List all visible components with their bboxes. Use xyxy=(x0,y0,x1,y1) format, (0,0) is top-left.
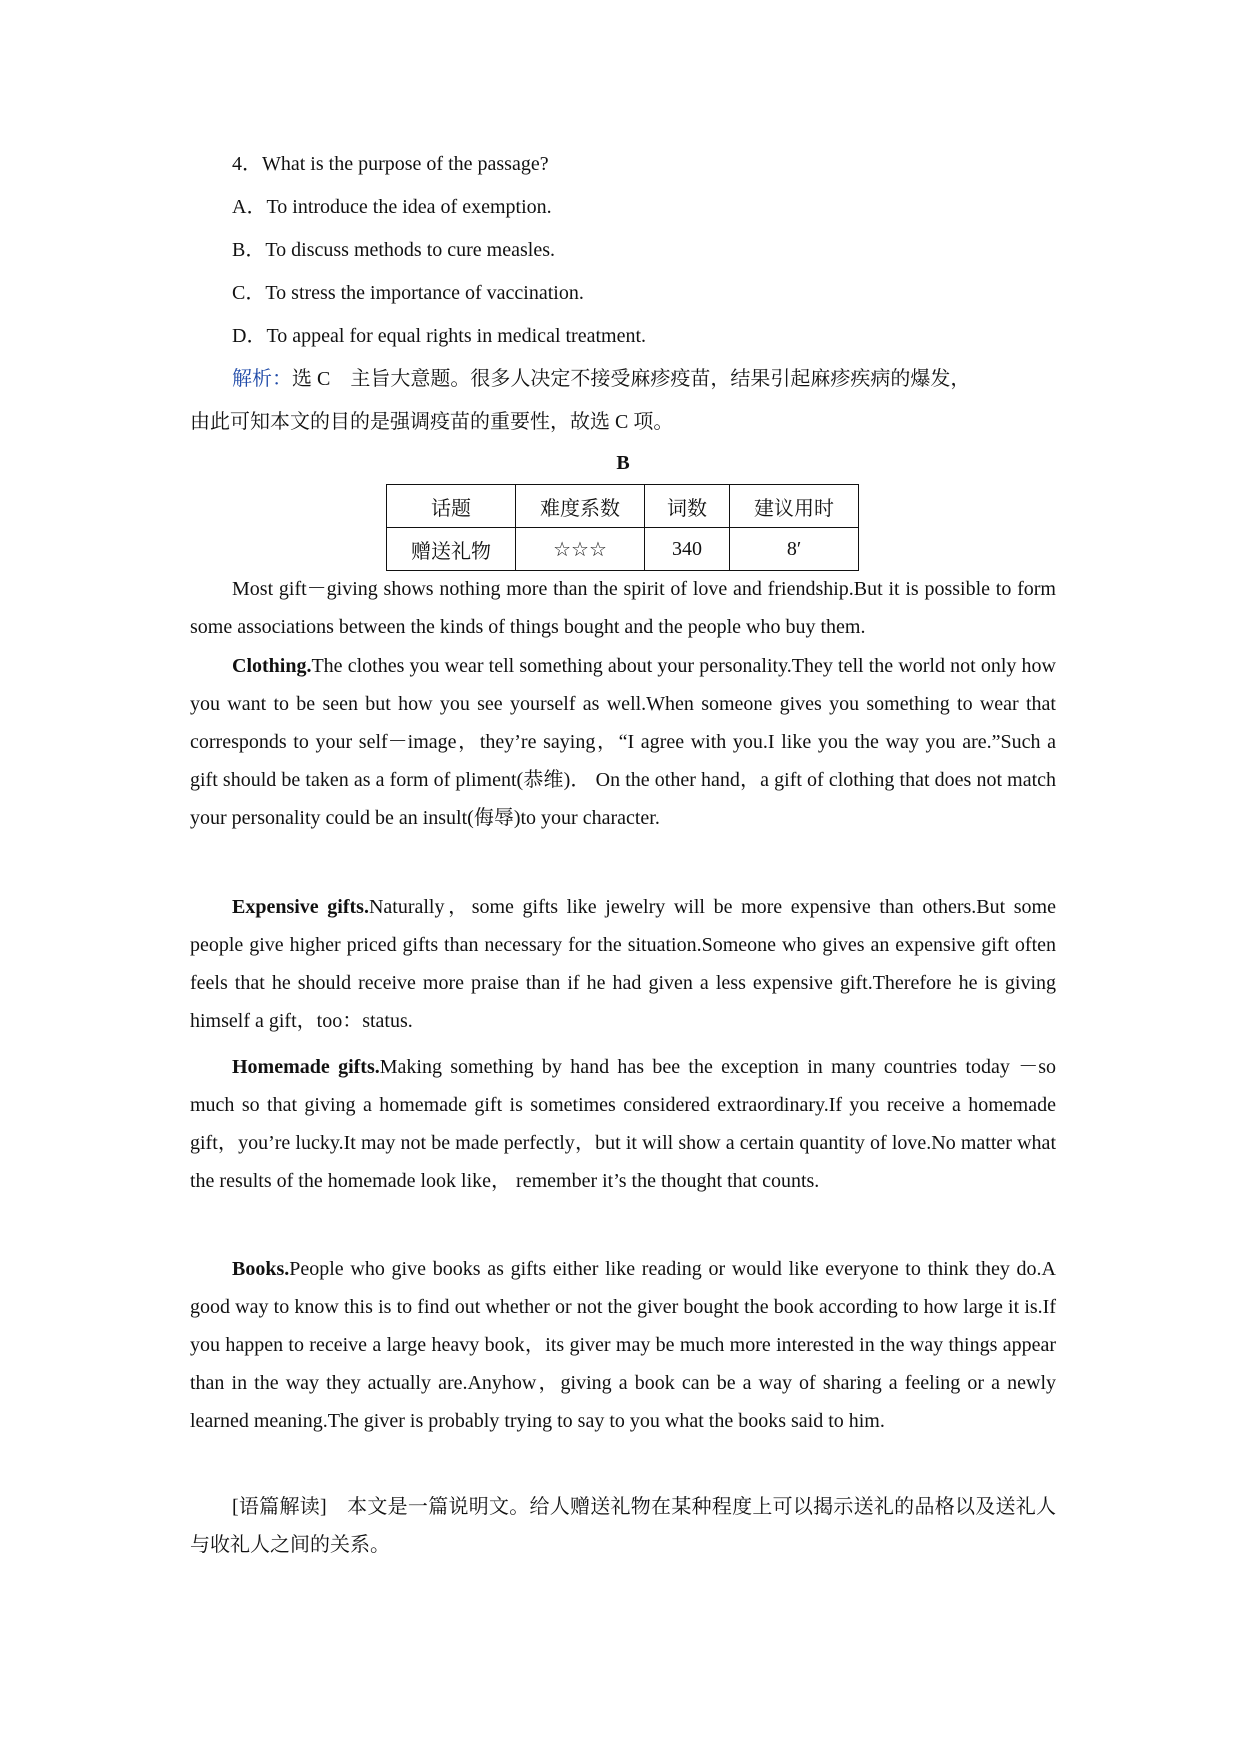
info-value-topic: 赠送礼物 xyxy=(387,528,516,571)
info-value-time: 8′ xyxy=(730,528,859,571)
option-c: C．To stress the importance of vaccination. xyxy=(232,282,584,304)
info-table xyxy=(386,484,859,571)
paragraph-expensive-gifts xyxy=(190,888,1056,1040)
info-table-header-row xyxy=(387,485,859,528)
heading-clothing: Clothing. xyxy=(232,655,312,677)
text-homemade-gifts: Making something by hand has bee the exception in many countries today －so much so that giving a homemade gift is sometimes considered extraordinary.If you receive a homemade gift，you’re lucky.It may not be made perfectly，but it will show a certain quantity of love.No matter what the results of the homemade look like， remember it’s the thought that counts. xyxy=(190,1056,1056,1192)
analysis-label: 解析： xyxy=(232,368,292,390)
text-expensive-gifts: Naturally，some gifts like jewelry will be more expensive than others.But some people give higher priced gifts than necessary for the situation.Someone who gives an expensive gift often feels that he should receive more praise than if he had given a less expensive gift.Therefore he is giving himself a gift，too：status. xyxy=(190,896,1056,1032)
info-value-difficulty: ☆☆☆ xyxy=(516,528,645,571)
text-books: People who give books as gifts either like reading or would like everyone to think they do.A good way to know this is to find out whether or not the giver bought the book according to how large it is.If you happen to receive a large heavy book，its giver may be much more interested in the way things appear than in the way they actually are.Anyhow，giving a book can be a way of sharing a feeling or a newly learned meaning.The giver is probably trying to say to you what the books said to him. xyxy=(190,1258,1056,1432)
info-header-difficulty: 难度系数 xyxy=(516,485,645,528)
analysis-text-1: 选 C 主旨大意题。很多人决定不接受麻疹疫苗，结果引起麻疹疾病的爆发， xyxy=(292,368,971,390)
info-header-time: 建议用时 xyxy=(730,485,859,528)
paragraph-homemade-gifts xyxy=(190,1048,1056,1200)
heading-expensive-gifts: Expensive gifts. xyxy=(232,896,369,918)
option-a: A．To introduce the idea of exemption. xyxy=(232,196,552,218)
reading-note-text: 本文是一篇说明文。给人赠送礼物在某种程度上可以揭示送礼的品格以及送礼人与收礼人之间的关系。 xyxy=(190,1496,1057,1556)
info-value-words: 340 xyxy=(645,528,730,571)
paragraph-clothing xyxy=(190,647,1056,837)
heading-homemade-gifts: Homemade gifts. xyxy=(232,1056,380,1078)
option-d: D．To appeal for equal rights in medical treatment. xyxy=(232,325,647,347)
text-clothing: The clothes you wear tell something about your personality.They tell the world not only how you want to be seen but how you see yourself as well.When someone gives you something to wear that corresponds to your self－image，they’re saying，“I agree with you.I like you the way you are.”Such a gift should be taken as a form of pliment(恭维)． On the other hand，a gift of clothing that does not match your personality could be an insult(侮辱)to your character. xyxy=(190,655,1056,829)
analysis-line-1 xyxy=(232,367,970,391)
option-b: B．To discuss methods to cure measles. xyxy=(232,239,555,261)
question-stem: 4．What is the purpose of the passage? xyxy=(232,153,549,175)
info-header-topic: 话题 xyxy=(387,485,516,528)
paragraph-books xyxy=(190,1250,1056,1440)
analysis-line-2: 由此可知本文的目的是强调疫苗的重要性，故选 C 项。 xyxy=(190,411,674,433)
reading-note-label: [语篇解读] xyxy=(232,1496,327,1518)
info-table-value-row xyxy=(387,528,859,571)
info-header-words: 词数 xyxy=(645,485,730,528)
reading-note xyxy=(190,1488,1056,1564)
passage-intro: Most gift－giving shows nothing more than the spirit of love and friendship.But it is possible to form some associations between the kinds of things bought and the people who buy them. xyxy=(190,578,1056,638)
heading-books: Books. xyxy=(232,1258,290,1280)
section-title: B xyxy=(616,452,630,474)
